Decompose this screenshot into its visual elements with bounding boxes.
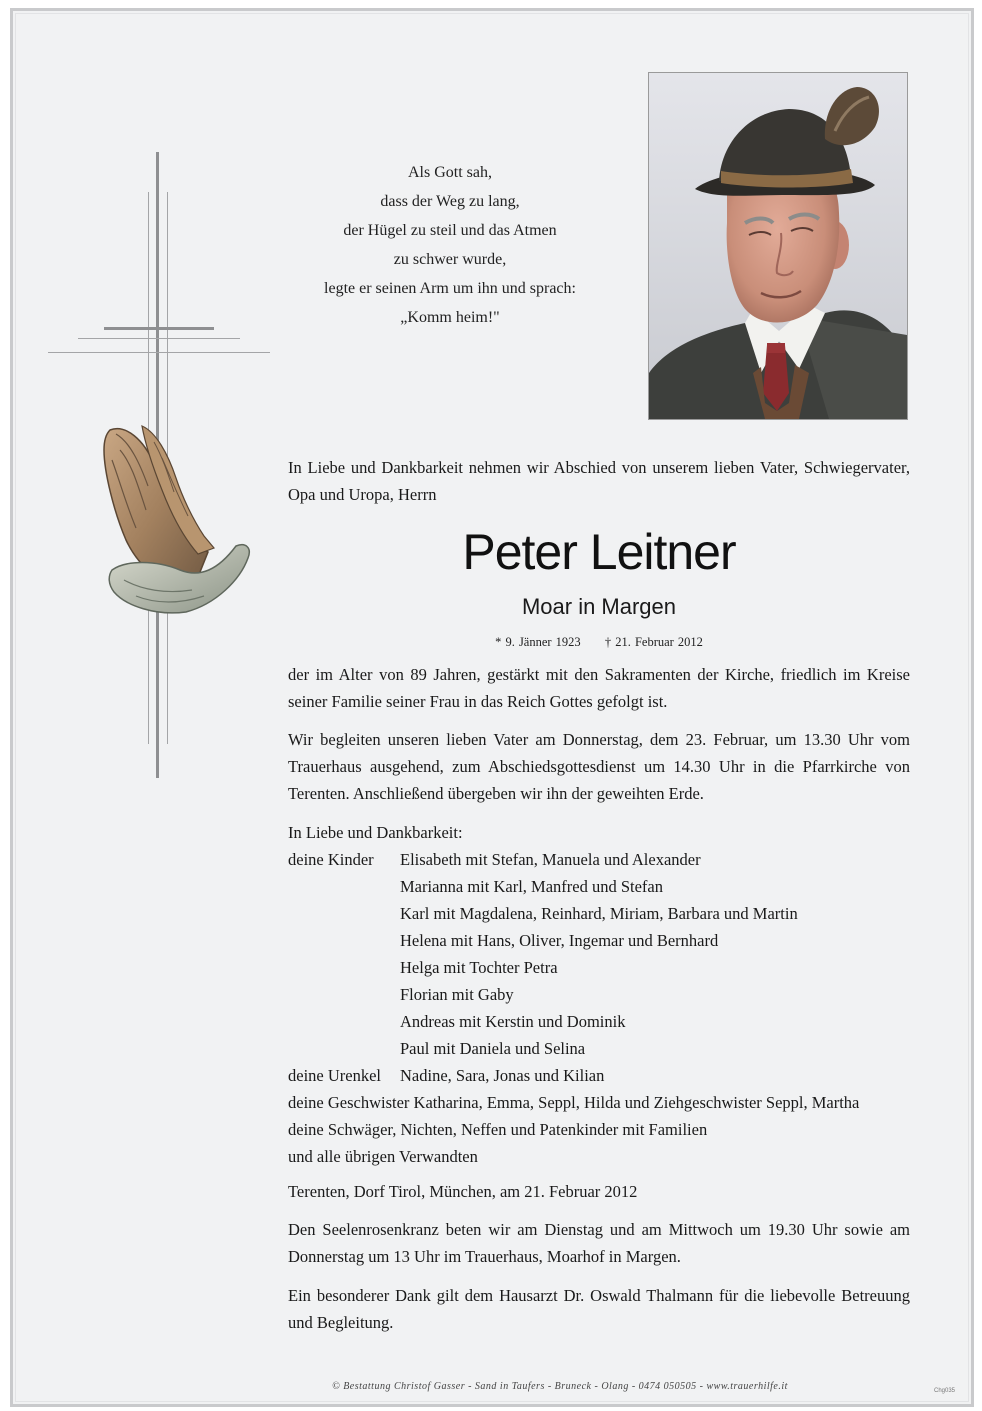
poem-line: Als Gott sah,	[408, 164, 492, 181]
poem-line: dass der Weg zu lang,	[380, 193, 520, 210]
template-code: Chg035	[934, 1388, 956, 1394]
poem-line: der Hügel zu steil und das Atmen	[343, 222, 557, 239]
siblings-line: deine Geschwister Katharina, Emma, Seppl, Hilda und Ziehgeschwister Seppl, Martha	[288, 1093, 860, 1112]
mourners-heading: In Liebe und Dankbarkeit:	[288, 823, 463, 842]
child-entry: Florian mit Gaby	[400, 985, 514, 1004]
child-entry: Elisabeth mit Stefan, Manuela und Alexander	[400, 850, 701, 869]
praying-hands-icon	[96, 420, 252, 616]
thanks-paragraph: Ein besonderer Dank gilt dem Hausarzt Dr. Oswald Thalmann für die liebevolle Betreuung und Begleitung.	[288, 1286, 910, 1332]
death-paragraph: der im Alter von 89 Jahren, gestärkt mit den Sakramenten der Kirche, friedlich im Kreise seiner Familie seiner Frau in das Reich Gottes gefolgt ist.	[288, 665, 910, 711]
relatives-line: und alle übrigen Verwandten	[288, 1147, 478, 1166]
list-item	[288, 1062, 910, 1089]
child-entry: Helena mit Hans, Oliver, Ingemar und Bernhard	[400, 931, 719, 950]
death-date: † 21. Februar 2012	[604, 635, 703, 649]
poem-line: „Komm heim!"	[400, 309, 500, 326]
deceased-subtitle: Moar in Margen	[521, 594, 677, 619]
place-date: Terenten, Dorf Tirol, München, am 21. Februar 2012	[288, 1182, 638, 1201]
in-laws-line: deine Schwäger, Nichten, Neffen und Patenkinder mit Familien	[288, 1120, 708, 1139]
funeral-paragraph: Wir begleiten unseren lieben Vater am Donnerstag, dem 23. Februar, um 13.30 Uhr vom Trauerhaus ausgehend, zum Abschiedsgottesdienst um 14.30 Uhr in die Pfarrkirche von Terenten. Anschließend übergeben wir ihn der geweihten Erde.	[288, 730, 910, 803]
deceased-name: Peter Leitner	[462, 524, 736, 580]
rosary-paragraph: Den Seelenrosenkranz beten wir am Dienstag und am Mittwoch um 19.30 Uhr sowie am Donnerstag um 13 Uhr im Trauerhaus, Moarhof in Margen.	[288, 1220, 910, 1266]
child-entry: Karl mit Magdalena, Reinhard, Miriam, Barbara und Martin	[400, 904, 798, 923]
poem-line: zu schwer wurde,	[393, 251, 507, 268]
poem-line: legte er seinen Arm um ihn und sprach:	[324, 280, 576, 297]
list-item	[288, 846, 910, 873]
poem	[300, 158, 600, 332]
mourners-list	[288, 819, 910, 1170]
great-grandchildren-names: Nadine, Sara, Jonas und Kilian	[400, 1066, 605, 1085]
portrait-photo	[648, 72, 908, 420]
birth-date: * 9. Jänner 1923	[495, 635, 581, 649]
intro-text: In Liebe und Dankbarkeit nehmen wir Abschied von unserem lieben Vater, Schwiegervater, Opa und Uropa, Herrn	[288, 458, 910, 504]
child-entry: Paul mit Daniela und Selina	[400, 1039, 586, 1058]
child-entry: Marianna mit Karl, Manfred und Stefan	[400, 877, 664, 896]
child-entry: Andreas mit Kerstin und Dominik	[400, 1012, 626, 1031]
life-dates	[288, 632, 910, 652]
child-entry: Helga mit Tochter Petra	[400, 958, 558, 977]
children-label: deine Kinder	[288, 850, 374, 869]
great-grandchildren-label: deine Urenkel	[288, 1066, 381, 1085]
footer-credits: © Bestattung Christof Gasser - Sand in Taufers - Bruneck - Olang - 0474 050505 - www.trauerhilfe.it	[332, 1381, 788, 1392]
